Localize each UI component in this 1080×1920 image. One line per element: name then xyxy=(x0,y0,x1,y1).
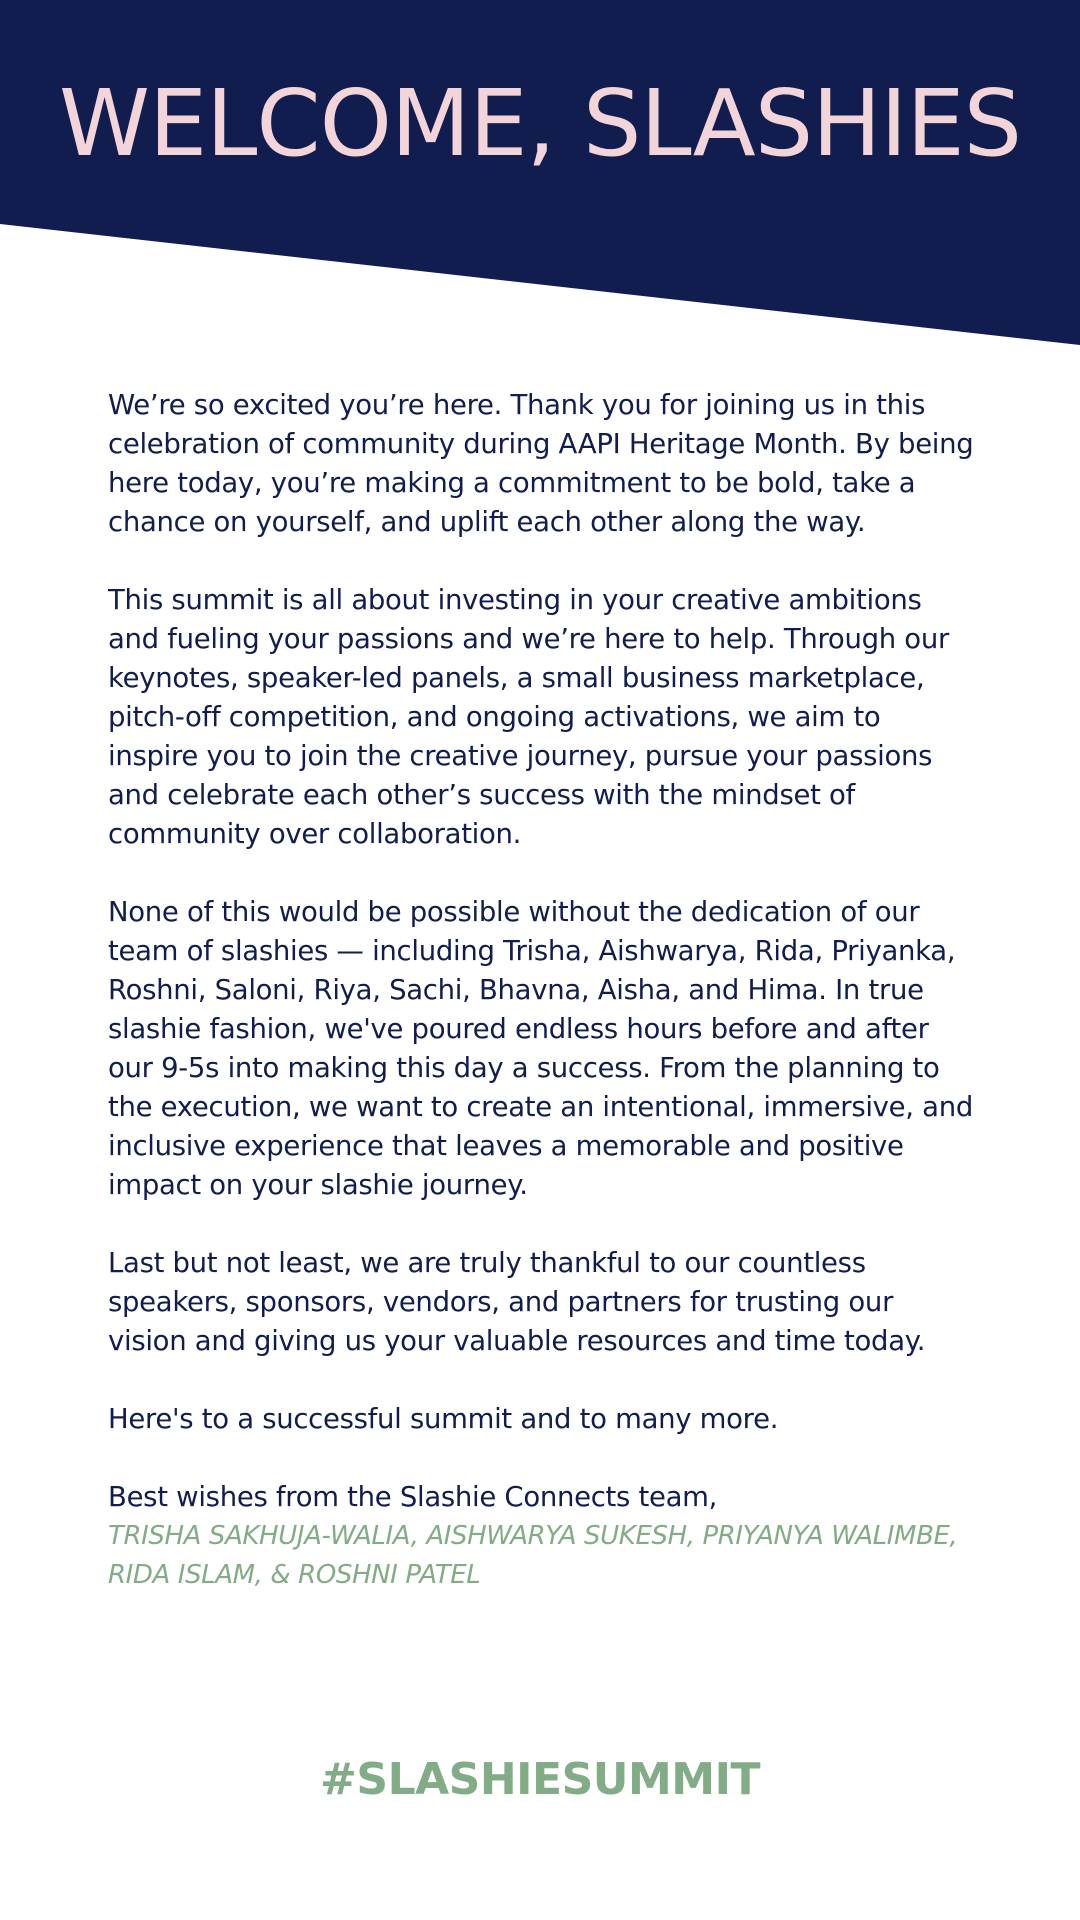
letter-paragraph-1: We’re so excited you’re here. Thank you for joining us in this celebration of community during AAPI Heritage Month. By being here today, you’re making a commitment to be bold, take a chance on yourself, and uplift each other along the way. xyxy=(108,389,974,538)
letter-paragraph-4: Last but not least, we are truly thankful to our countless speakers, sponsors, vendors, and partners for trusting our vision and giving us your valuable resources and time today. xyxy=(108,1247,926,1357)
welcome-letter xyxy=(108,386,978,1634)
page-title: WELCOME, SLASHIES xyxy=(59,70,1021,177)
letter-paragraph-2: This summit is all about investing in your creative ambitions and fueling your passions and we’re here to help. Through our keynotes, speaker-led panels, a small business marketplace, pitch-off competition, and ongoing activations, we aim to inspire you to join the creative journey, pursue your passions and celebrate each other’s success with the mindset of community over collaboration. xyxy=(108,584,949,850)
letter-paragraph-3: None of this would be possible without the dedication of our team of slashies — including Trisha, Aishwarya, Rida, Priyanka, Roshni, Saloni, Riya, Sachi, Bhavna, Aisha, and Hima. In true slashie fashion, we've poured endless hours before and after our 9-5s into making this day a success. From the planning to the execution, we want to create an intentional, immersive, and inclusive experience that leaves a memorable and positive impact on your slashie journey. xyxy=(108,896,973,1201)
letter-paragraph-5: Here's to a successful summit and to many more. xyxy=(108,1403,779,1435)
event-hashtag: #SLASHIESUMMIT xyxy=(320,1754,760,1805)
letter-signers: TRISHA SAKHUJA-WALIA, AISHWARYA SUKESH, PRIYANYA WALIMBE, RIDA ISLAM, & ROSHNI PATEL xyxy=(108,1521,958,1590)
letter-signoff: Best wishes from the Slashie Connects team, xyxy=(108,1481,718,1513)
